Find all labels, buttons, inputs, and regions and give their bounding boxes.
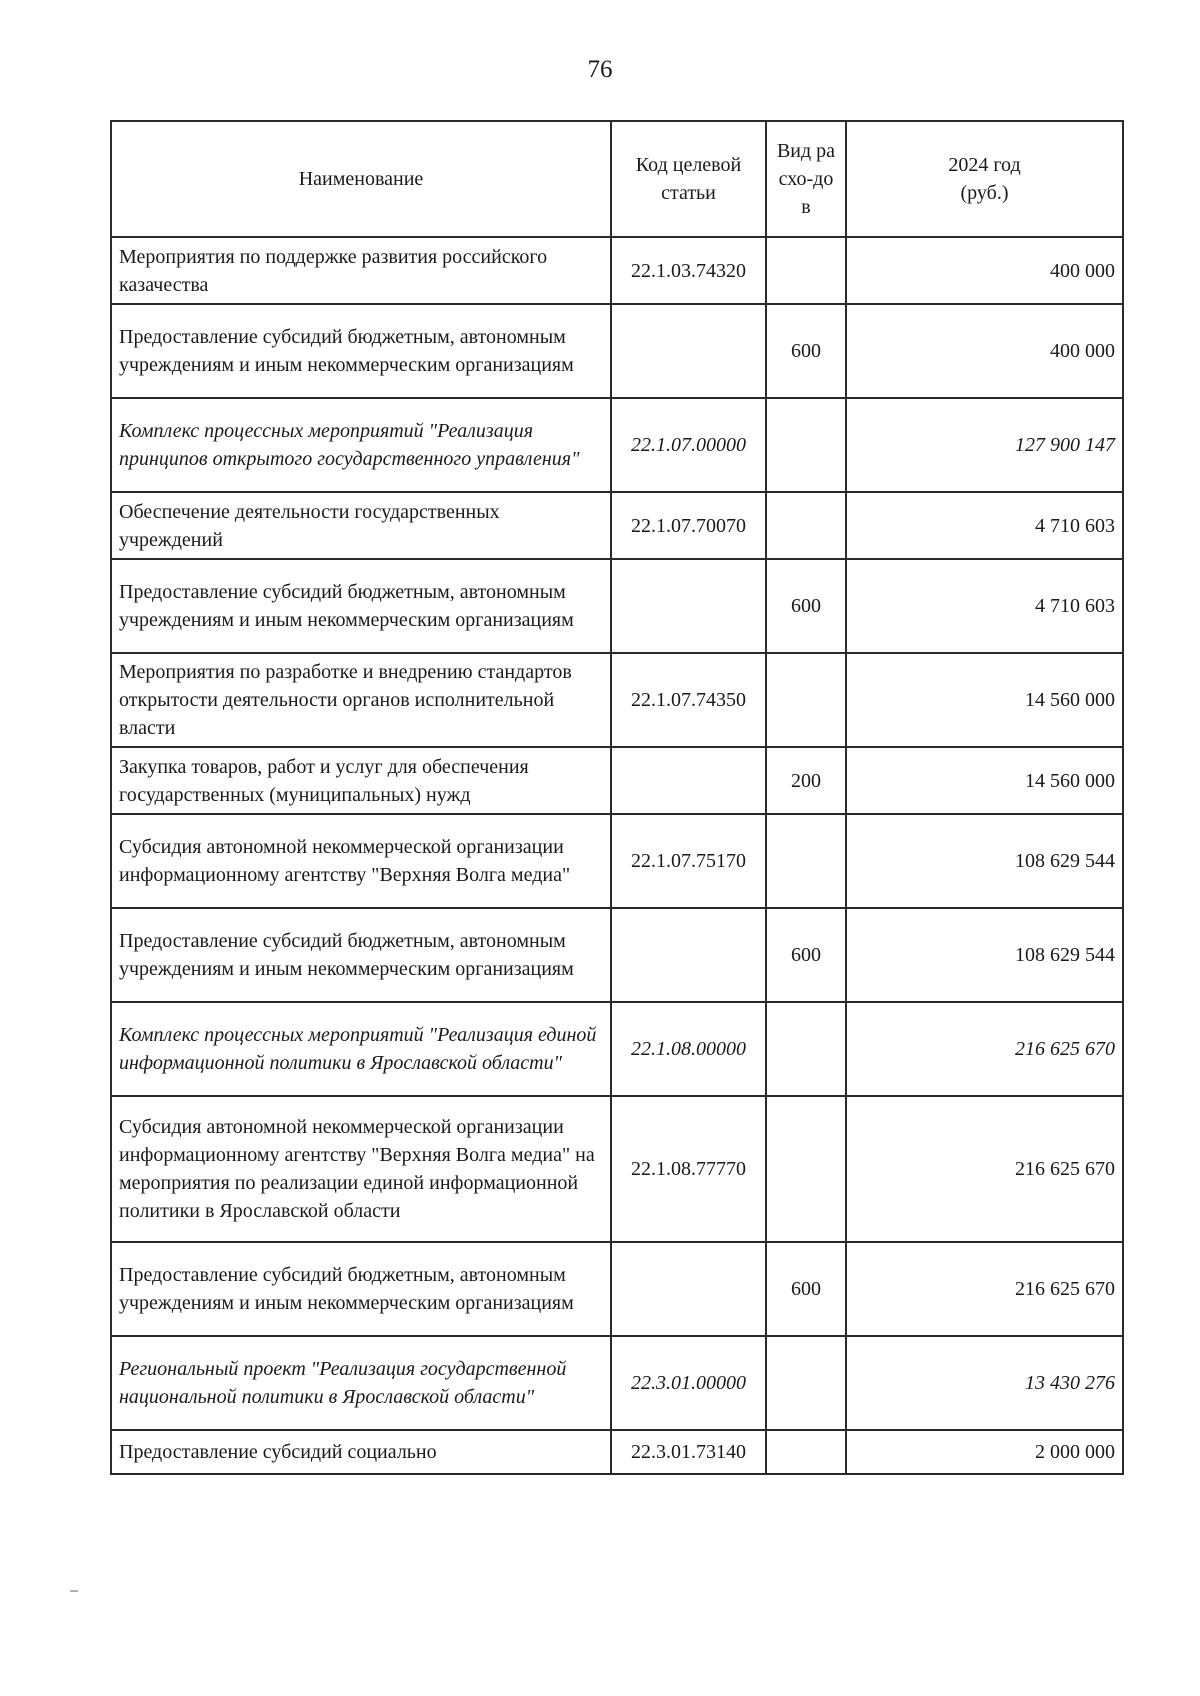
row-amount: 13 430 276 [846, 1336, 1123, 1430]
header-amount-text: 2024 год (руб.) [948, 154, 1021, 204]
row-name: Субсидия автономной некоммерческой организации информационному агентству "Верхняя Волга медиа" [111, 814, 611, 908]
row-amount: 400 000 [846, 304, 1123, 398]
row-vid [766, 653, 846, 747]
row-name: Предоставление субсидий бюджетным, автономным учреждениям и иным некоммерческим организациям [111, 304, 611, 398]
row-code: 22.1.07.00000 [611, 398, 766, 492]
row-name: Обеспечение деятельности государственных учреждений [111, 492, 611, 559]
row-vid [766, 1002, 846, 1096]
row-code [611, 747, 766, 814]
row-vid [766, 398, 846, 492]
row-code: 22.1.07.75170 [611, 814, 766, 908]
row-vid: 600 [766, 908, 846, 1002]
row-code: 22.1.07.70070 [611, 492, 766, 559]
row-amount: 108 629 544 [846, 814, 1123, 908]
row-amount: 4 710 603 [846, 559, 1123, 653]
table-row [111, 304, 1123, 398]
row-vid: 600 [766, 304, 846, 398]
row-name: Мероприятия по разработке и внедрению стандартов открытости деятельности органов исполнительной власти [111, 653, 611, 747]
header-code [611, 121, 766, 237]
row-code: 22.3.01.00000 [611, 1336, 766, 1430]
row-name: Закупка товаров, работ и услуг для обеспечения государственных (муниципальных) нужд [111, 747, 611, 814]
row-amount: 216 625 670 [846, 1002, 1123, 1096]
table-row [111, 814, 1123, 908]
row-name: Региональный проект "Реализация государственной национальной политики в Ярославской области" [111, 1336, 611, 1430]
header-vid [766, 121, 846, 237]
header-code-text: Код целевой статьи [635, 154, 742, 204]
row-vid: 200 [766, 747, 846, 814]
header-name: Наименование [111, 121, 611, 237]
table-row [111, 492, 1123, 559]
table-row [111, 1336, 1123, 1430]
table-row [111, 653, 1123, 747]
table-row [111, 559, 1123, 653]
row-vid [766, 237, 846, 304]
table-body [111, 237, 1123, 1474]
row-amount: 14 560 000 [846, 747, 1123, 814]
row-amount: 108 629 544 [846, 908, 1123, 1002]
row-code: 22.1.07.74350 [611, 653, 766, 747]
row-name: Комплекс процессных мероприятий "Реализация принципов открытого государственного управления" [111, 398, 611, 492]
table-row [111, 1096, 1123, 1242]
row-amount: 2 000 000 [846, 1430, 1123, 1474]
row-vid [766, 492, 846, 559]
row-code [611, 304, 766, 398]
row-name: Предоставление субсидий бюджетным, автономным учреждениям и иным некоммерческим организациям [111, 908, 611, 1002]
row-vid [766, 814, 846, 908]
row-amount: 216 625 670 [846, 1242, 1123, 1336]
budget-table [110, 120, 1124, 1475]
table-row [111, 1002, 1123, 1096]
row-amount: 14 560 000 [846, 653, 1123, 747]
row-vid [766, 1430, 846, 1474]
row-code: 22.1.08.77770 [611, 1096, 766, 1242]
row-name: Субсидия автономной некоммерческой организации информационному агентству "Верхняя Волга медиа" на мероприятия по реализации единой информационной политики в Ярославской области [111, 1096, 611, 1242]
table-header-row [111, 121, 1123, 237]
row-code [611, 908, 766, 1002]
row-code: 22.1.08.00000 [611, 1002, 766, 1096]
row-name: Мероприятия по поддержке развития российского казачества [111, 237, 611, 304]
table-row [111, 1430, 1123, 1474]
row-vid [766, 1096, 846, 1242]
row-amount: 4 710 603 [846, 492, 1123, 559]
row-code: 22.3.01.73140 [611, 1430, 766, 1474]
row-amount: 127 900 147 [846, 398, 1123, 492]
table-row [111, 398, 1123, 492]
row-name: Комплекс процессных мероприятий "Реализация единой информационной политики в Ярославской области" [111, 1002, 611, 1096]
row-vid [766, 1336, 846, 1430]
row-name: Предоставление субсидий социально [111, 1430, 611, 1474]
table-row [111, 1242, 1123, 1336]
row-name: Предоставление субсидий бюджетным, автономным учреждениям и иным некоммерческим организациям [111, 559, 611, 653]
row-amount: 216 625 670 [846, 1096, 1123, 1242]
table-row [111, 747, 1123, 814]
row-code [611, 1242, 766, 1336]
row-code: 22.1.03.74320 [611, 237, 766, 304]
table-row [111, 237, 1123, 304]
header-vid-text: Вид расхо-дов [776, 140, 836, 218]
row-code [611, 559, 766, 653]
page-number: 76 [587, 56, 613, 83]
scan-mark [70, 1590, 78, 1592]
table-row [111, 908, 1123, 1002]
row-vid: 600 [766, 1242, 846, 1336]
row-amount: 400 000 [846, 237, 1123, 304]
row-name: Предоставление субсидий бюджетным, автономным учреждениям и иным некоммерческим организациям [111, 1242, 611, 1336]
row-vid: 600 [766, 559, 846, 653]
header-amount [846, 121, 1123, 237]
